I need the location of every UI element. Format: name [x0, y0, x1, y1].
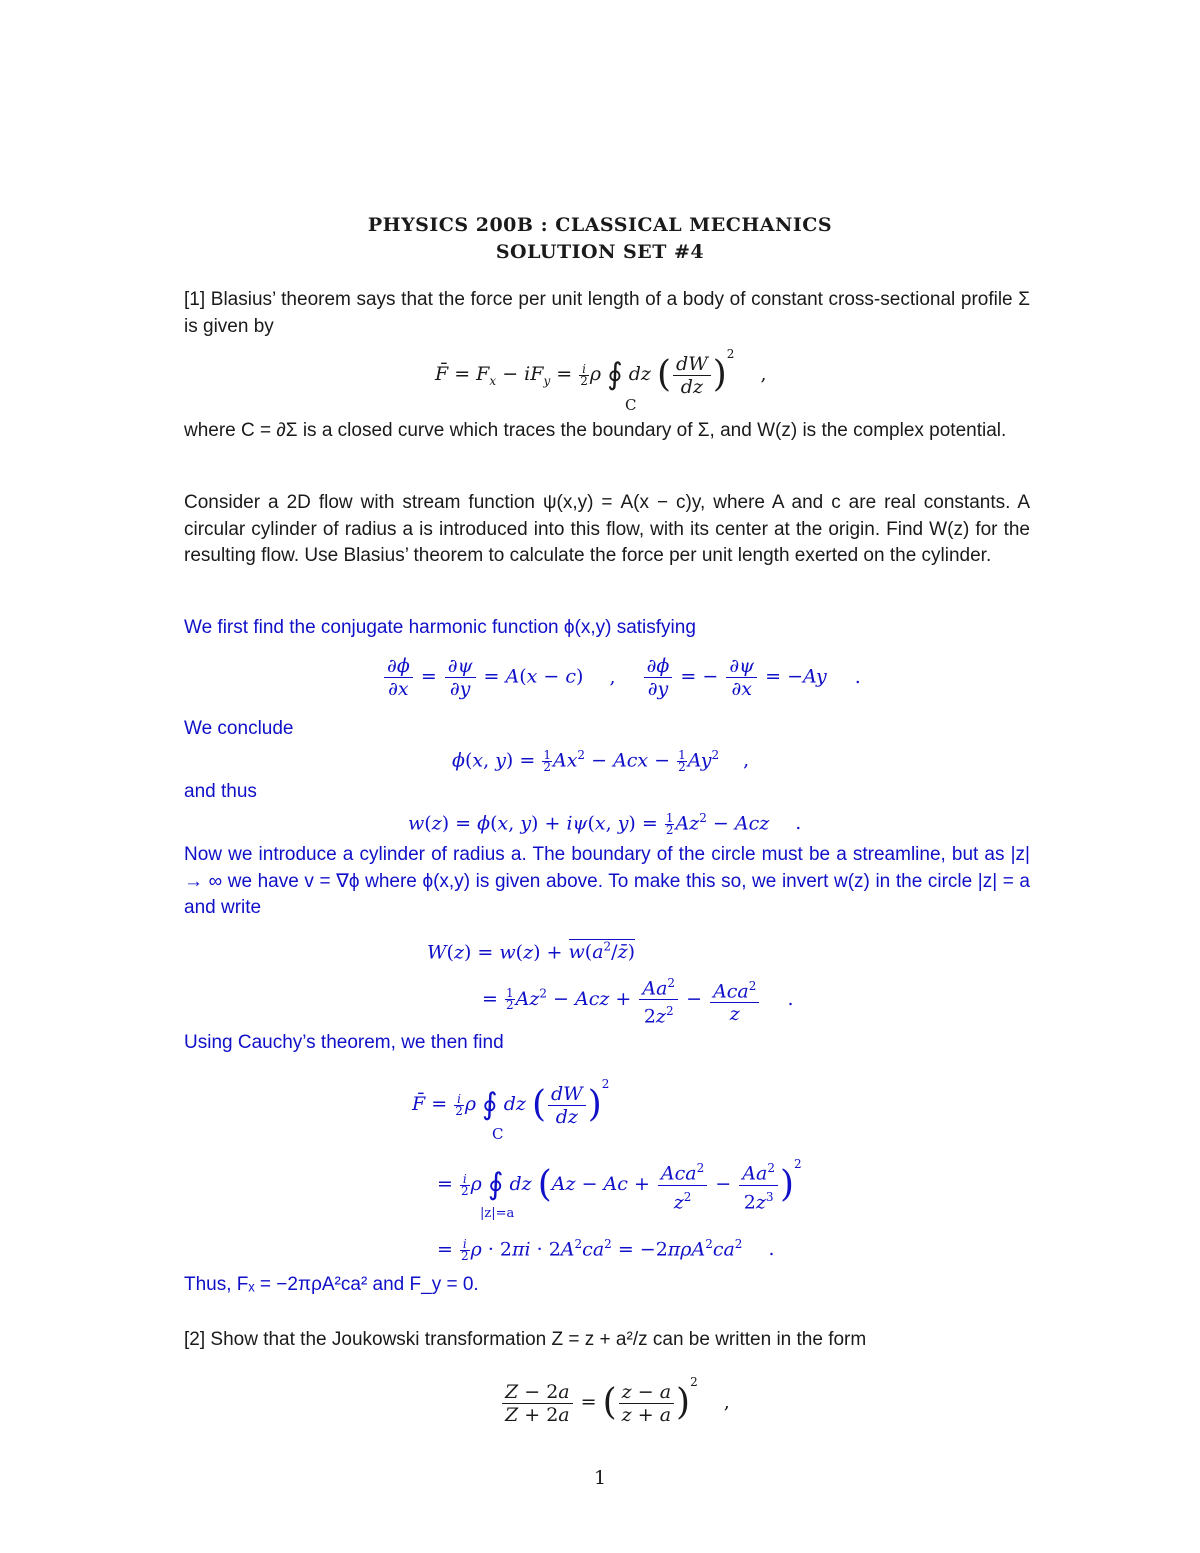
solution-cauchy: Using Cauchy’s theorem, we then find — [184, 1032, 504, 1053]
problem-1-task: Consider a 2D flow with stream function ψ(x,y) = A(x − c)y, where A and c are real constants. A circular cylinder of radius a is introduced into this flow, with its center at the origin. Find W(z) for the resulting flow. Use Blasius’ theorem to calculate the force per unit length exerted on the cylinder. — [184, 492, 1030, 566]
equation-blasius-comma: , — [760, 363, 767, 385]
contour-label-circle: |z|=a — [480, 1206, 515, 1221]
equation-force-period: . — [768, 1238, 775, 1261]
solution-conclude: We conclude — [184, 718, 294, 739]
solution-cylinder: Now we introduce a cylinder of radius a. The boundary of the circle must be a streamline, but as |z| → ∞ we have v = ∇ϕ where ϕ(x,y) is given above. To make this so, we invert w(z) in the circle |z| = a and write — [184, 844, 1030, 918]
equation-phi: ϕ(x, y) = $\frac{1}{2}$ $Ax^2$ − Acx − $\frac{1}{2}$ Ay$^2$ , — [452, 747, 750, 774]
problem-1-intro-text: Blasius’ theorem says that the force per unit length of a body of constant cross-sectional profile Σ is given by — [184, 289, 1030, 337]
solution-and-thus: and thus — [184, 781, 257, 802]
equation-cr-period: . — [854, 665, 861, 688]
title-line-1: PHYSICS 200B : CLASSICAL MECHANICS — [367, 214, 833, 236]
solution-find-conjugate: We first find the conjugate harmonic function ϕ(x,y) satisfying — [184, 617, 696, 638]
equation-force-line-2: = $\frac{i}{2}$ ρ ∮ dz (Az − Ac + $\frac{Aca^2}{z^2}$ − $\frac{Aa^2}{2z^3}$ )$^2$ — [437, 1157, 802, 1213]
equation-blasius-lhs: F̄ = F — [435, 363, 490, 385]
equation-w-period: . — [795, 812, 802, 835]
page-number: 1 — [593, 1467, 607, 1489]
equation-W-period: . — [787, 987, 794, 1010]
equation-joukowski-comma: , — [723, 1391, 730, 1413]
problem-1-intro — [184, 287, 1030, 340]
problem-1-label: [1] — [184, 289, 206, 310]
problem-2-text — [184, 1327, 1030, 1354]
equation-force-line-3: = $\frac{i}{2}$ $\rho \cdot 2\pi i \cdot 2A^2ca^2 = -2\pi\rho A^2ca^2$ . — [437, 1236, 775, 1263]
equation-w: w(z) = ϕ(x, y) + iψ(x, y) = $\frac{1}{2}$ $Az^2$ − Acz . — [408, 810, 802, 837]
equation-W-line-2: = $\frac{1}{2}$ $Az^2$ − Acz + $\frac{Aa^2}{2z^2}$ − $\frac{Aca^2}{z}$ . — [482, 972, 794, 1028]
solution-final: Thus, Fₓ = −2πρA²ca² and F_y = 0. — [184, 1274, 479, 1295]
contour-label-c: C — [625, 396, 637, 414]
title-line-2: SOLUTION SET #4 — [495, 241, 705, 263]
equation-W-line-1: $W(z) = w(z) + w(a^2/z̄)$ — [427, 940, 636, 964]
equation-phi-comma: , — [743, 749, 750, 772]
equation-force-line-1: F̄ = $\frac{i}{2}$ ρ ∮ dz ( $\frac{dW}{dz}$ )$^2$ — [412, 1077, 610, 1128]
contour-label-c-2: C — [492, 1125, 504, 1143]
problem-2-body: Show that the Joukowski transformation Z = z + a²/z can be written in the form — [210, 1329, 867, 1350]
problem-2-label: [2] — [184, 1329, 206, 1350]
equation-blasius: F̄ = $F_x - iF_y$ = $\frac{i}{2}$ ρ ∮ dz ( $\frac{dW}{dz}$ )$^2$ , — [435, 347, 767, 398]
problem-1-after-equation: where C = ∂Σ is a closed curve which traces the boundary of Σ, and W(z) is the complex potential. — [184, 420, 1007, 441]
equation-joukowski: $\frac{Z - 2a}{Z + 2a}$ = ( $\frac{z - a}{z + a}$ )$^2$ , — [500, 1370, 730, 1426]
equation-cauchy-riemann: $\frac{\partial\phi}{\partial x}$ = $\frac{\partial\psi}{\partial y}$ = A(x − c) , $\frac{\partial\phi}{\partial y}$ = − $\frac{\partial\psi}{\partial x}$ = −Ay . — [382, 655, 861, 700]
